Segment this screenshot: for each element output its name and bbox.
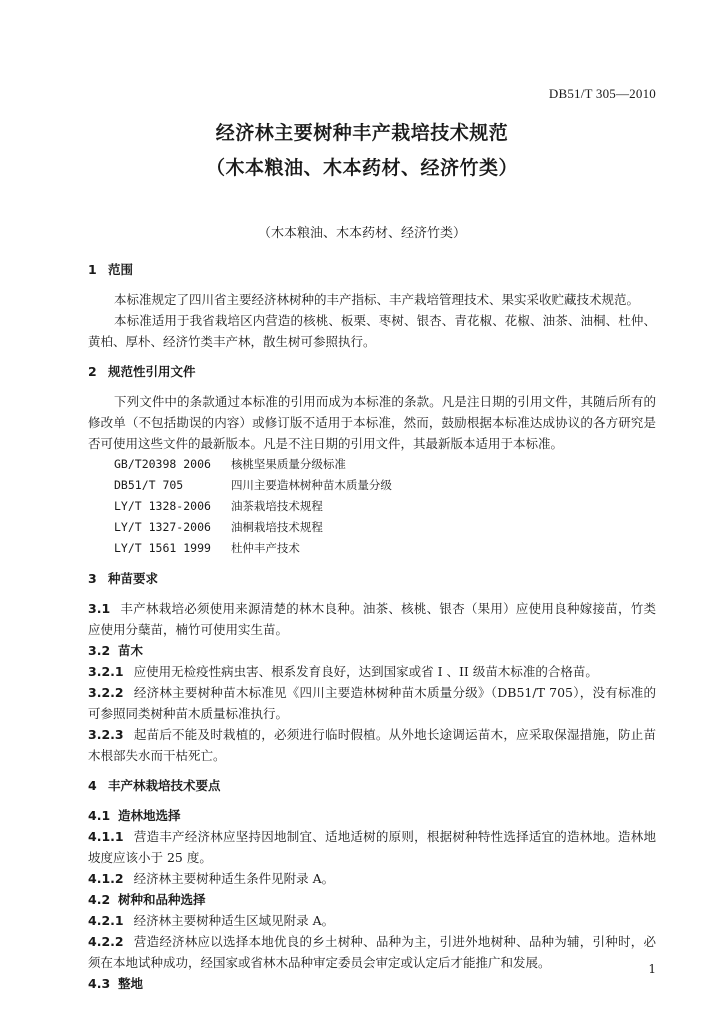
clause-text: 起苗后不能及时栽植的，必须进行临时假植。从外地长途调运苗木，应采取保湿措施，防止苗木根部失水而干枯死亡。 xyxy=(88,727,656,763)
clause-number: 3.2.1 xyxy=(88,664,124,679)
section-number: 1 xyxy=(88,262,97,277)
clause-text: 经济林主要树种适生条件见附录 A。 xyxy=(133,871,335,886)
reference-code: LY/T 1561 1999 xyxy=(114,541,211,555)
subsection-title: 树种和品种选择 xyxy=(118,892,206,907)
reference-item xyxy=(88,538,656,559)
subsection-title: 造林地选择 xyxy=(118,808,181,823)
clause-text: 营造经济林应以选择本地优良的乡土树种、品种为主，引进外地树种、品种为辅，引种时，必须在本地试种成功，经国家或省林木品种审定委员会审定或认定后才能推广和发展。 xyxy=(88,934,656,970)
reference-item xyxy=(88,454,656,475)
clause-text: 应使用无检疫性病虫害、根系发育良好，达到国家或省 I 、II 级苗木标准的合格苗。 xyxy=(133,664,598,679)
clause-number: 4.1.1 xyxy=(88,829,124,844)
section-title: 种苗要求 xyxy=(108,571,159,586)
subsection-number: 4.2 xyxy=(88,892,111,907)
subsection-number: 4.1 xyxy=(88,808,111,823)
reference-name: 杜仲丰产技术 xyxy=(230,541,300,555)
reference-code: GB/T20398 2006 xyxy=(114,457,211,471)
section-heading-normative-references xyxy=(88,361,656,382)
reference-item xyxy=(88,496,656,517)
subsection-title: 整地 xyxy=(118,976,144,991)
clause-text: 丰产林栽培必须使用来源清楚的林木良种。油茶、核桃、银杏（果用）应使用良种嫁接苗，竹类应使用分蘖苗，楠竹可使用实生苗。 xyxy=(88,601,656,637)
subsection-title: 苗木 xyxy=(118,643,144,658)
reference-item xyxy=(88,475,656,496)
section-number: 2 xyxy=(88,364,97,379)
clause-text: 营造丰产经济林应坚持因地制宜、适地适树的原则，根据树种特性选择适宜的造林地。造林地坡度应该小于 25 度。 xyxy=(88,829,656,865)
section-title: 规范性引用文件 xyxy=(108,364,196,379)
paragraph: 下列文件中的条款通过本标准的引用而成为本标准的条款。凡是注日期的引用文件，其随后所有的修改单（不包括勘误的内容）或修订版不适用于本标准，然而，鼓励根据本标准达成协议的各方研究是否可使用这些文件的最新版本。凡是不注日期的引用文件，其最新版本适用于本标准。 xyxy=(88,394,656,451)
document-title: 经济林主要树种丰产栽培技术规范 xyxy=(215,122,509,144)
section-heading-cultivation-techniques xyxy=(88,775,656,796)
clause-text: 经济林主要树种适生区域见附录 A。 xyxy=(133,913,335,928)
section-title: 范围 xyxy=(108,262,134,277)
clause-4-1-1 xyxy=(88,826,656,868)
clause-3-2-3 xyxy=(88,724,656,766)
page-number: 1 xyxy=(648,962,656,976)
clause-4-1-2 xyxy=(88,868,656,889)
document-body xyxy=(88,250,656,994)
clause-4-2-2 xyxy=(88,931,656,973)
section-heading-seedling-requirements xyxy=(88,568,656,589)
document-subtitle: （木本粮油、木本药材、经济竹类） xyxy=(257,226,466,241)
section-heading-scope xyxy=(88,259,656,280)
clause-number: 4.2.1 xyxy=(88,913,124,928)
reference-item xyxy=(88,517,656,538)
clause-number: 4.1.2 xyxy=(88,871,124,886)
reference-name: 核桃坚果质量分级标准 xyxy=(230,457,346,471)
standard-code: DB51/T 305—2010 xyxy=(548,86,656,101)
paragraph: 本标准适用于我省栽培区内营造的核桃、板栗、枣树、银杏、青花椒、花椒、油茶、油桐、杜仲、黄柏、厚朴、经济竹类丰产林，散生树可参照执行。 xyxy=(88,313,656,349)
reference-code: LY/T 1327-2006 xyxy=(114,520,211,534)
document-title-subline: （木本粮油、木本药材、经济竹类） xyxy=(205,157,518,179)
subsection-heading-species-selection xyxy=(88,889,656,910)
section-number: 4 xyxy=(88,778,97,793)
clause-3-1 xyxy=(88,598,656,640)
section-number: 3 xyxy=(88,571,97,586)
clause-3-2-2 xyxy=(88,682,656,724)
reference-name: 四川主要造林树种苗木质量分级 xyxy=(230,478,392,492)
reference-name: 油桐栽培技术规程 xyxy=(230,520,323,534)
paragraph: 本标准规定了四川省主要经济林树种的丰产指标、丰产栽培管理技术、果实采收贮藏技术规范。 xyxy=(114,292,640,307)
subsection-heading-seedlings xyxy=(88,640,656,661)
subsection-number: 3.2 xyxy=(88,643,111,658)
clause-number: 3.2.3 xyxy=(88,727,124,742)
subsection-number: 4.3 xyxy=(88,976,111,991)
clause-number: 3.1 xyxy=(88,601,111,616)
subsection-heading-site-selection xyxy=(88,805,656,826)
reference-name: 油茶栽培技术规程 xyxy=(230,499,323,513)
clause-text: 经济林主要树种苗木标准见《四川主要造林树种苗木质量分级》（DB51/T 705），没有标准的可参照同类树种苗木质量标准执行。 xyxy=(88,685,656,721)
section-title: 丰产林栽培技术要点 xyxy=(108,778,221,793)
clause-number: 4.2.2 xyxy=(88,934,124,949)
reference-code: DB51/T 705 xyxy=(114,478,184,492)
clause-number: 3.2.2 xyxy=(88,685,124,700)
reference-code: LY/T 1328-2006 xyxy=(114,499,211,513)
subsection-heading-site-preparation xyxy=(88,973,656,994)
clause-3-2-1 xyxy=(88,661,656,682)
clause-4-2-1 xyxy=(88,910,656,931)
